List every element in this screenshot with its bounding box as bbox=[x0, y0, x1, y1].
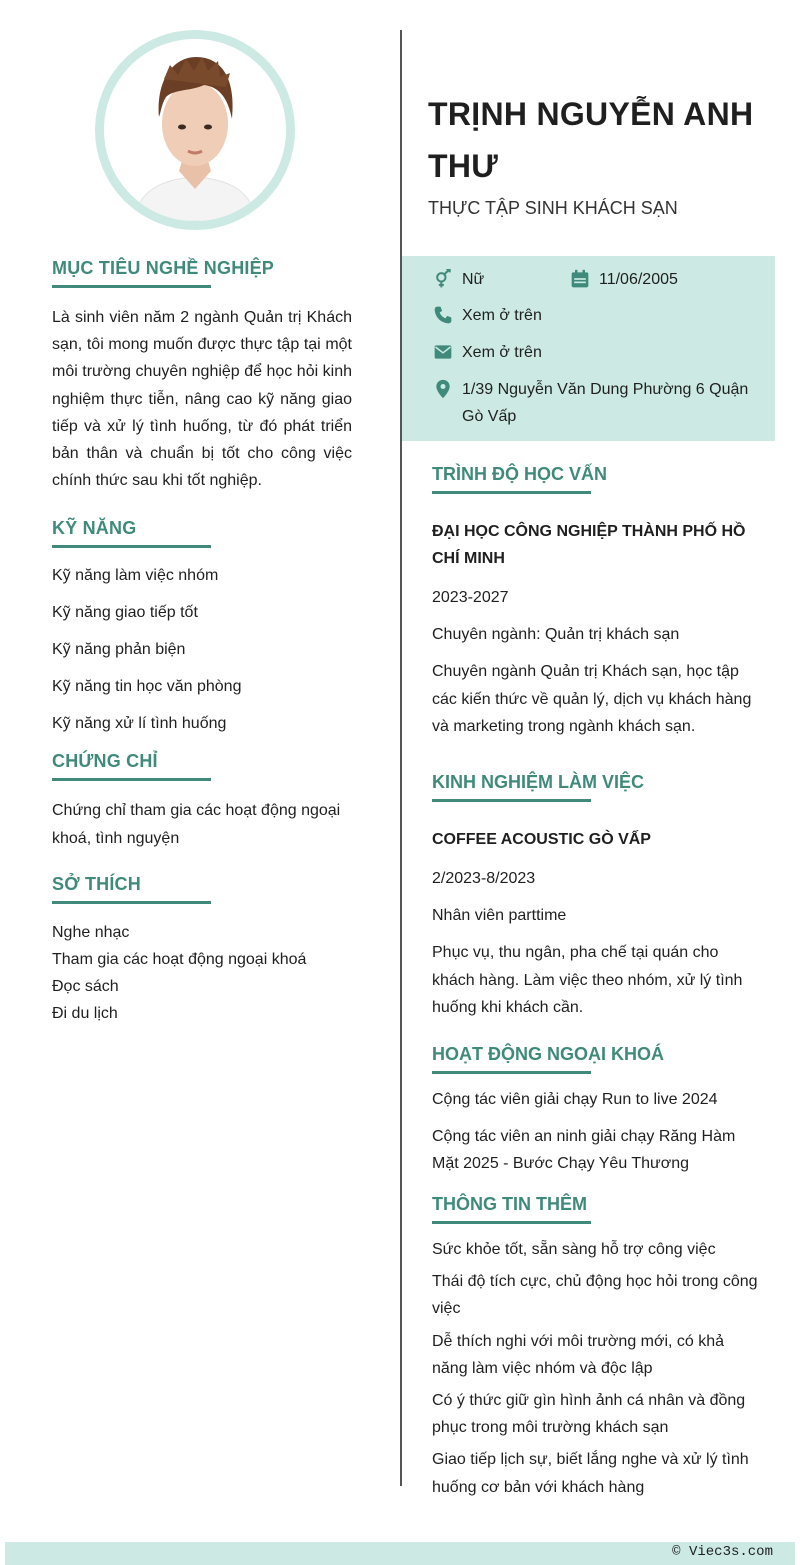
education-period: 2023-2027 bbox=[432, 589, 509, 606]
skills-list bbox=[52, 565, 352, 735]
avatar bbox=[95, 30, 295, 230]
section-underline bbox=[52, 545, 211, 548]
skill-item: Kỹ năng tin học văn phòng bbox=[52, 678, 242, 696]
footer-bar bbox=[5, 1542, 795, 1565]
email-value: Xem ở trên bbox=[462, 344, 542, 361]
experience-section bbox=[432, 772, 762, 1021]
experience-position: Nhân viên parttime bbox=[432, 907, 567, 925]
education-major: Chuyên ngành: Quản trị khách sạn bbox=[432, 626, 680, 644]
career-objective-section bbox=[52, 258, 352, 494]
skill-item: Kỹ năng làm việc nhóm bbox=[52, 567, 219, 585]
gender-icon bbox=[432, 268, 454, 290]
column-divider bbox=[400, 30, 402, 1486]
additional-info-item: Sức khỏe tốt, sẵn sàng hỗ trợ công việc bbox=[432, 1241, 716, 1258]
address-row bbox=[432, 376, 752, 430]
hobbies-section bbox=[52, 874, 352, 1027]
birthday-value: 11/06/2005 bbox=[599, 271, 678, 288]
hobby-item: Nghe nhạc bbox=[52, 923, 130, 941]
experience-title: KINH NGHIỆM LÀM VIỆC bbox=[432, 772, 645, 792]
skills-section bbox=[52, 518, 352, 735]
person-portrait-icon bbox=[104, 39, 286, 221]
education-description: Chuyên ngành Quản trị Khách sạn, học tập các kiến thức về quản lý, dịch vụ khách hàng và marketing trong ngành khách sạn. bbox=[432, 663, 752, 735]
additional-info-title: THÔNG TIN THÊM bbox=[432, 1194, 587, 1214]
section-underline bbox=[432, 1221, 591, 1224]
gender-value: Nữ bbox=[462, 271, 485, 288]
section-underline bbox=[52, 778, 211, 781]
job-title: THỰC TẬP SINH KHÁCH SẠN bbox=[428, 198, 678, 218]
additional-info-item: Có ý thức giữ gìn hình ảnh cá nhân và đồng phục trong môi trường khách sạn bbox=[432, 1392, 746, 1437]
education-title: TRÌNH ĐỘ HỌC VẤN bbox=[432, 464, 607, 484]
additional-info-item: Giao tiếp lịch sự, biết lắng nghe và xử lý tình huống cơ bản với khách hàng bbox=[432, 1451, 749, 1496]
phone-row bbox=[432, 302, 542, 329]
candidate-name: TRỊNH NGUYỄN ANH THƯ bbox=[428, 96, 754, 184]
career-objective-title: MỤC TIÊU NGHỀ NGHIỆP bbox=[52, 258, 275, 278]
gender-row bbox=[432, 266, 484, 293]
experience-period: 2/2023-8/2023 bbox=[432, 870, 536, 887]
address-value: 1/39 Nguyễn Văn Dung Phường 6 Quận Gò Vấp bbox=[462, 381, 749, 425]
skill-item: Kỹ năng xử lí tình huống bbox=[52, 715, 227, 733]
phone-icon bbox=[432, 304, 454, 326]
certificates-text: Chứng chỉ tham gia các hoạt động ngoại khoá, tình nguyện bbox=[52, 802, 341, 847]
additional-info-item: Dễ thích nghi với môi trường mới, có khả năng làm việc nhóm và độc lập bbox=[432, 1332, 725, 1377]
additional-info-section bbox=[432, 1194, 762, 1501]
section-underline bbox=[432, 799, 591, 802]
map-pin-icon bbox=[432, 378, 454, 400]
certificates-title: CHỨNG CHỈ bbox=[52, 751, 158, 772]
section-underline bbox=[432, 1071, 591, 1074]
contact-box bbox=[402, 256, 775, 441]
footer-watermark: © Viec3s.com bbox=[672, 1544, 773, 1560]
activity-item: Cộng tác viên an ninh giải chạy Răng Hàm Mặt 2025 - Bước Chạy Yêu Thương bbox=[432, 1128, 736, 1173]
section-underline bbox=[52, 901, 211, 904]
education-school: ĐẠI HỌC CÔNG NGHIỆP THÀNH PHỐ HỒ CHÍ MINH bbox=[432, 523, 746, 567]
section-underline bbox=[432, 491, 591, 494]
experience-company: COFFEE ACOUSTIC GÒ VẤP bbox=[432, 831, 651, 848]
calendar-icon bbox=[569, 268, 591, 290]
activities-section bbox=[432, 1044, 762, 1178]
section-underline bbox=[52, 285, 211, 288]
email-row bbox=[432, 339, 542, 366]
left-column bbox=[52, 258, 352, 1027]
additional-info-item: Thái độ tích cực, chủ động học hỏi trong công việc bbox=[432, 1273, 758, 1318]
hobby-item: Tham gia các hoạt động ngoại khoá bbox=[52, 950, 307, 968]
hobbies-list bbox=[52, 919, 352, 1027]
skill-item: Kỹ năng phản biện bbox=[52, 641, 186, 659]
skills-title: KỸ NĂNG bbox=[52, 518, 137, 539]
experience-description: Phục vụ, thu ngân, pha chế tại quán cho khách hàng. Làm việc theo nhóm, xử lý tình huống khi khách cần. bbox=[432, 944, 743, 1016]
hobbies-title: SỞ THÍCH bbox=[52, 873, 141, 894]
activities-title: HOẠT ĐỘNG NGOẠI KHOÁ bbox=[432, 1044, 664, 1064]
activity-item: Cộng tác viên giải chạy Run to live 2024 bbox=[432, 1091, 718, 1108]
skill-item: Kỹ năng giao tiếp tốt bbox=[52, 604, 198, 622]
hobby-item: Đi du lịch bbox=[52, 1004, 118, 1022]
birthday-row bbox=[569, 266, 678, 293]
education-section bbox=[432, 464, 762, 740]
career-objective-text: Là sinh viên năm 2 ngành Quản trị Khách sạn, tôi mong muốn được thực tập tại một môi trường chuyên nghiệp để học hỏi kinh nghiệm thực tiễn, nâng cao kỹ năng giao tiếp và xử lý tình huống, từ đó phát triển bản thân và chuẩn bị tốt cho công việc chính thức sau khi tốt nghiệp. bbox=[52, 309, 352, 490]
hobby-item: Đọc sách bbox=[52, 977, 119, 995]
phone-value: Xem ở trên bbox=[462, 307, 542, 324]
envelope-icon bbox=[432, 341, 454, 363]
certificates-section bbox=[52, 751, 352, 851]
